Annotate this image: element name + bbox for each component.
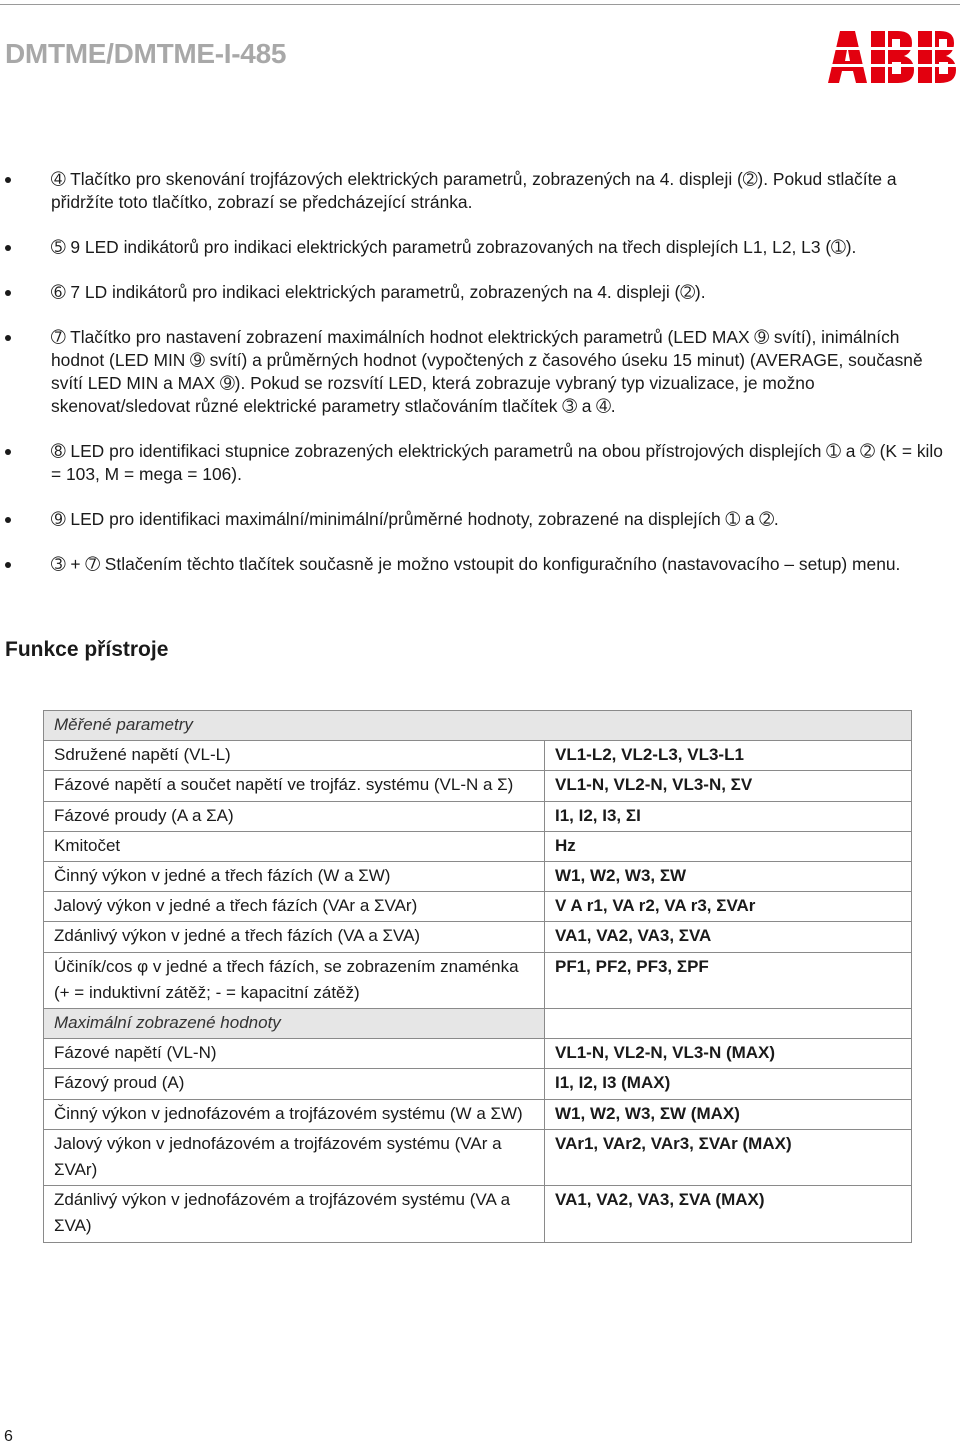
table-row bbox=[44, 801, 912, 831]
parameter-name: Činný výkon v jednofázovém a trojfázovém systému (W a ΣW) bbox=[44, 1099, 545, 1129]
parameter-value: W1, W2, W3, ΣW (MAX) bbox=[545, 1099, 912, 1129]
parameter-name: Činný výkon v jedné a třech fázích (W a ΣW) bbox=[44, 862, 545, 892]
list-item-text: ➄ 9 LED indikátorů pro indikaci elektrických parametrů zobrazovaných na třech displejích L1, L2, L3 (➀). bbox=[51, 237, 857, 257]
header-rule bbox=[0, 4, 960, 5]
parameter-name: Zdánlivý výkon v jednofázovém a trojfázovém systému (VA a ΣVA) bbox=[44, 1186, 545, 1242]
list-item-text: ➅ 7 LD indikátorů pro indikaci elektrických parametrů, zobrazených na 4. displeji (➁). bbox=[51, 282, 706, 302]
table-row bbox=[44, 862, 912, 892]
table-row bbox=[44, 1186, 912, 1242]
parameter-name: Fázové proudy (A a ΣA) bbox=[44, 801, 545, 831]
parameter-name: Účiník/cos φ v jedné a třech fázích, se zobrazením znaménka (+ = induktivní zátěž; - = kapacitní zátěž) bbox=[44, 952, 545, 1008]
parameter-name: Zdánlivý výkon v jedné a třech fázích (VA a ΣVA) bbox=[44, 922, 545, 952]
parameter-value: VL1-L2, VL2-L3, VL3-L1 bbox=[545, 741, 912, 771]
list-item bbox=[0, 281, 960, 304]
parameter-value: I1, I2, I3, ΣI bbox=[545, 801, 912, 831]
list-item bbox=[0, 326, 960, 418]
section-title: Funkce přístroje bbox=[5, 638, 169, 661]
bullet-dot-icon bbox=[5, 449, 11, 455]
list-item bbox=[0, 508, 960, 531]
list-item-text: ➃ Tlačítko pro skenování trojfázových elektrických parametrů, zobrazených na 4. displeji (➁). Pokud stlačíte a přidržíte toto tlačítko, zobrazí se předcházející stránka. bbox=[51, 169, 897, 212]
abb-logo bbox=[828, 31, 956, 83]
bullet-dot-icon bbox=[5, 177, 11, 183]
table-row bbox=[44, 831, 912, 861]
parameter-name: Fázový proud (A) bbox=[44, 1069, 545, 1099]
bullet-dot-icon bbox=[5, 562, 11, 568]
table-section-header: Měřené parametry bbox=[44, 711, 912, 741]
table-row bbox=[44, 952, 912, 1008]
list-item bbox=[0, 168, 960, 214]
parameter-name: Fázové napětí a součet napětí ve trojfáz. systému (VL-N a Σ) bbox=[44, 771, 545, 801]
table-header-row bbox=[44, 1009, 912, 1039]
list-item-text: ➂ + ➆ Stlačením těchto tlačítek současně je možno vstoupit do konfiguračního (nastavovacího – setup) menu. bbox=[51, 554, 901, 574]
table-row bbox=[44, 1129, 912, 1185]
table-row bbox=[44, 892, 912, 922]
parameter-name: Fázové napětí (VL-N) bbox=[44, 1039, 545, 1069]
bullet-dot-icon bbox=[5, 517, 11, 523]
parameter-name: Kmitočet bbox=[44, 831, 545, 861]
table-header-row bbox=[44, 711, 912, 741]
parameter-value: VAr1, VAr2, VAr3, ΣVAr (MAX) bbox=[545, 1129, 912, 1185]
parameter-value: Hz bbox=[545, 831, 912, 861]
list-item-text: ➇ LED pro identifikaci stupnice zobrazených elektrických parametrů na obou přístrojových displejích ➀ a ➁ (K = kilo = 103, M = mega = 106). bbox=[51, 441, 943, 484]
parameter-name: Jalový výkon v jednofázovém a trojfázovém systému (VAr a ΣVAr) bbox=[44, 1129, 545, 1185]
table-row bbox=[44, 922, 912, 952]
parameter-value: VA1, VA2, VA3, ΣVA (MAX) bbox=[545, 1186, 912, 1242]
parameter-value: VL1-N, VL2-N, VL3-N, ΣV bbox=[545, 771, 912, 801]
parameter-name: Sdružené napětí (VL-L) bbox=[44, 741, 545, 771]
table-row bbox=[44, 1039, 912, 1069]
table-empty-cell bbox=[545, 1009, 912, 1039]
document-title: DMTME/DMTME-I-485 bbox=[5, 38, 287, 69]
list-item-text: ➆ Tlačítko pro nastavení zobrazení maximálních hodnot elektrických parametrů (LED MAX ➈ svítí), inimálních hodnot (LED MIN ➈ svítí) a průměrných hodnot (vypočtených z časového úseku 15 minut) (AVERAGE, současně svítí LED MIN a MAX ➈). Pokud se rozsvítí LED, která zobrazuje vybraný typ vizualizace, je možno skenovat/sledovat různé elektrické parametry stlačováním tlačítek ➂ a ➃. bbox=[51, 327, 923, 416]
parameter-name: Jalový výkon v jedné a třech fázích (VAr a ΣVAr) bbox=[44, 892, 545, 922]
bullet-dot-icon bbox=[5, 335, 11, 341]
parameter-value: I1, I2, I3 (MAX) bbox=[545, 1069, 912, 1099]
bullet-dot-icon bbox=[5, 245, 11, 251]
table-row bbox=[44, 771, 912, 801]
parameters-table bbox=[43, 710, 912, 1243]
parameter-value: VL1-N, VL2-N, VL3-N (MAX) bbox=[545, 1039, 912, 1069]
table-row bbox=[44, 741, 912, 771]
table-row bbox=[44, 1099, 912, 1129]
parameter-value: VA1, VA2, VA3, ΣVA bbox=[545, 922, 912, 952]
page-number: 6 bbox=[4, 1428, 13, 1445]
parameter-value: PF1, PF2, PF3, ΣPF bbox=[545, 952, 912, 1008]
table-section-header: Maximální zobrazené hodnoty bbox=[44, 1009, 545, 1039]
bullet-list bbox=[0, 168, 960, 598]
list-item bbox=[0, 236, 960, 259]
list-item-text: ➈ LED pro identifikaci maximální/minimální/průměrné hodnoty, zobrazené na displejích ➀ a ➁. bbox=[51, 509, 779, 529]
abb-logo-graphic bbox=[828, 31, 956, 83]
parameter-value: W1, W2, W3, ΣW bbox=[545, 862, 912, 892]
bullet-dot-icon bbox=[5, 290, 11, 296]
table-row bbox=[44, 1069, 912, 1099]
list-item bbox=[0, 553, 960, 576]
parameter-value: V A r1, VA r2, VA r3, ΣVAr bbox=[545, 892, 912, 922]
list-item bbox=[0, 440, 960, 486]
